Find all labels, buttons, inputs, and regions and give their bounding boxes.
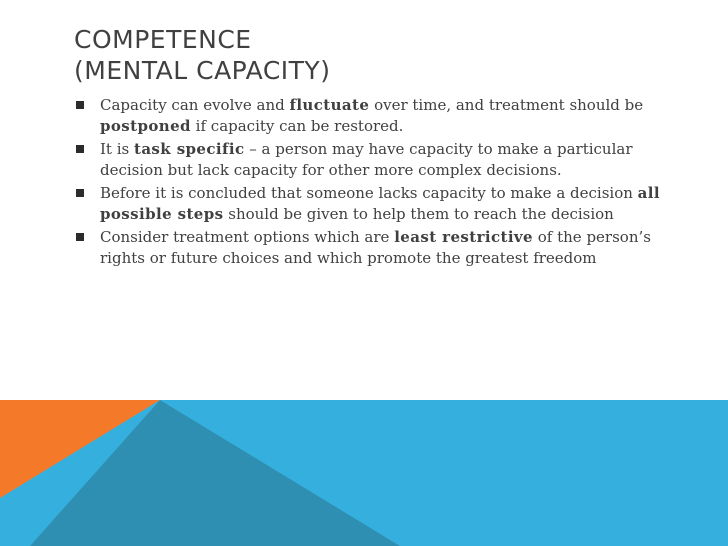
bullet-item-4 xyxy=(74,227,664,269)
bullet-text: of the person’s rights or future choices and which promote the greatest freedom xyxy=(100,228,651,267)
square-bullet-icon xyxy=(76,233,84,241)
square-bullet-icon xyxy=(76,145,84,153)
bullet-emphasis: least restrictive xyxy=(394,228,533,246)
bullet-list xyxy=(74,95,664,271)
bullet-text: if capacity can be restored. xyxy=(190,117,404,135)
bullet-emphasis: postponed xyxy=(100,117,191,135)
bullet-emphasis: task specific xyxy=(133,140,245,158)
decorative-footer-band xyxy=(0,400,728,546)
bullet-item-3 xyxy=(74,183,664,225)
slide-title-line-2: (MENTAL CAPACITY) xyxy=(74,56,331,85)
bullet-text: over time, and treatment should be xyxy=(369,96,644,114)
bullet-text: – a person may have capacity to make a particular decision but lack capacity for other more complex decisions. xyxy=(100,140,633,179)
bullet-item-1 xyxy=(74,95,664,137)
square-bullet-icon xyxy=(76,101,84,109)
square-bullet-icon xyxy=(76,189,84,197)
bullet-text: Capacity can evolve and xyxy=(100,96,290,114)
bullet-text: It is xyxy=(100,140,134,158)
slide-title-line-1: COMPETENCE xyxy=(74,25,252,54)
bullet-emphasis: fluctuate xyxy=(289,96,370,114)
bullet-text: Before it is concluded that someone lacks capacity to make a decision xyxy=(100,184,638,202)
slide-title xyxy=(74,24,330,86)
bullet-item-2 xyxy=(74,139,664,181)
bullet-text: Consider treatment options which are xyxy=(100,228,395,246)
bullet-emphasis: all possible steps xyxy=(100,184,660,223)
bullet-text: should be given to help them to reach the decision xyxy=(223,205,614,223)
